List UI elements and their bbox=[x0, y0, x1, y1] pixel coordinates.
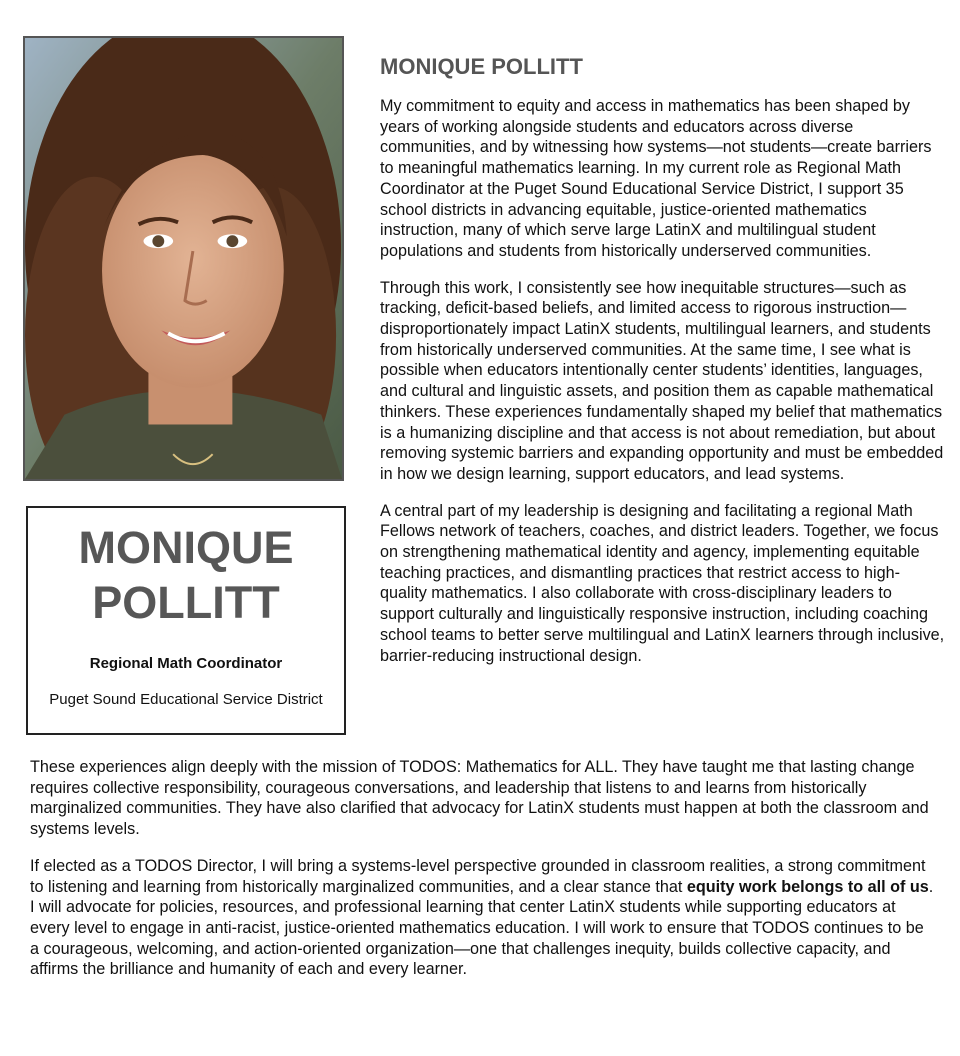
statement-right-column bbox=[380, 96, 945, 682]
statement-paragraph-5 bbox=[30, 856, 935, 980]
card-name-line2: POLLITT bbox=[92, 577, 280, 628]
statement-bottom bbox=[30, 757, 935, 996]
card-job-title: Regional Math Coordinator bbox=[89, 655, 283, 672]
card-organization: Puget Sound Educational Service District bbox=[49, 691, 323, 708]
card-name bbox=[28, 520, 344, 630]
statement-paragraph-4: These experiences align deeply with the mission of TODOS: Mathematics for ALL. They have taught me that lasting change requires collective responsibility, courageous conversations, and leadership that listens to and learns from historically marginalized communities. They have also clarified that advocacy for LatinX students must happen at both the classroom and systems levels. bbox=[30, 758, 929, 839]
paragraph-5-start: If elected as a TODOS Director, I will bring a systems-level perspective grounded in classroom realities, a strong commitment to listening and learning from historically marginalized communities, and a clear stance that bbox=[30, 856, 926, 896]
paragraph-5-end: . I will advocate for policies, resources, and professional learning that center LatinX students while supporting educators at every level to engage in anti-racist, justice-oriented mathematics education. I will work to ensure that TODOS continues to be a courageous, welcoming, and action-oriented organization—one that challenges inequity, builds collective capacity, and affirms the brilliance and humanity of each and every learner. bbox=[30, 877, 934, 979]
page-title: MONIQUE POLLITT bbox=[380, 54, 583, 79]
portrait-photo bbox=[23, 36, 344, 481]
card-name-line1: MONIQUE bbox=[78, 522, 294, 573]
statement-paragraph-2: Through this work, I consistently see how inequitable structures—such as tracking, deficit-based beliefs, and limited access to rigorous instruction—disproportionately impact LatinX students, multilingual learners, and students from historically underserved communities. At the same time, I see what is possible when educators intentionally center students’ identities, languages, and cultural and linguistic assets, and position them as capable mathematical thinkers. These experiences fundamentally shaped my belief that mathematics is a humanizing discipline and that access is not about remediation, but about removing systemic barriers and expanding opportunity and must be embedded in how we design learning, support educators, and lead systems. bbox=[380, 278, 944, 483]
portrait-photo-icon bbox=[25, 38, 342, 479]
statement-paragraph-3: A central part of my leadership is designing and facilitating a regional Math Fellows network of teachers, coaches, and district leaders. Together, we focus on strengthening mathematical identity and agency, implementing equitable teaching practices, and dismantling practices that restrict access to high-quality mathematics. I also collaborate with cross-disciplinary leaders to support culturally and linguistically responsive instruction, including coaching school teams to better serve multilingual and LatinX learners through inclusive, barrier-reducing instructional design. bbox=[380, 501, 945, 665]
statement-paragraph-1: My commitment to equity and access in mathematics has been shaped by years of working alongside students and educators across diverse communities, and by witnessing how systems—not students—create barriers to meaningful mathematics learning. In my current role as Regional Math Coordinator at the Puget Sound Educational Service District, I support 35 school districts in advancing equitable, justice-oriented mathematics instruction, many of which serve large LatinX and multilingual student populations and students from historically underserved communities. bbox=[380, 97, 932, 260]
name-card bbox=[26, 506, 346, 735]
paragraph-5-bold: equity work belongs to all of us bbox=[686, 877, 929, 896]
